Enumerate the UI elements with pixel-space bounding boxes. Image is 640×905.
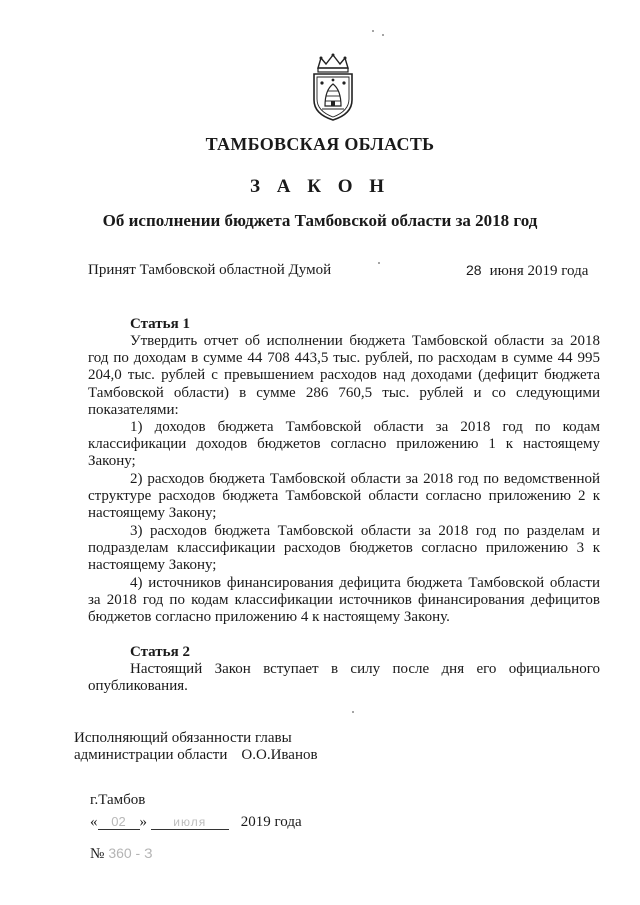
article-1-item-4: 4) источников финансирования дефицита бюджета Тамбовской области за 2018 год по кодам классификации источников финансирования дефицитов бюджетов согласно приложению 4 к настоящему Закону. xyxy=(88,575,600,626)
article-1-intro: Утвердить отчет об исполнении бюджета Тамбовской области за 2018 год по доходам в сумме 44 708 443,5 тыс. рублей, по расходам в сумме 44 995 204,0 тыс. рублей с превышением расходов над доходами (дефицит бюджета Тамбовской области) в сумме 286 760,5 тыс. рублей и со следующими показателями: xyxy=(88,333,600,418)
law-subject-title: Об исполнении бюджета Тамбовской области за 2018 год xyxy=(102,211,538,230)
scan-speck xyxy=(352,711,354,713)
number-sign: № xyxy=(90,846,105,862)
signatory-title-line-2: администрации области О.О.Иванов xyxy=(74,747,318,763)
coat-of-arms-icon xyxy=(306,52,360,122)
signing-date: « 02 » июля 2019 года xyxy=(90,814,302,830)
signing-day-field: 02 xyxy=(98,814,140,830)
adoption-day: 28 xyxy=(466,262,482,278)
adoption-month-year: июня 2019 года xyxy=(489,263,589,279)
adopted-by-text: Принят Тамбовской областной Думой xyxy=(88,262,332,278)
document-type-title: З А К О Н xyxy=(249,176,391,197)
article-1-item-1: 1) доходов бюджета Тамбовской области за 2018 год по кодам классификации доходов бюджетов согласно приложению 1 к настоящему Закону; xyxy=(88,419,600,470)
city-name: г.Тамбов xyxy=(90,792,146,808)
registration-number-value: 360 - З xyxy=(108,845,153,861)
article-1-heading: Статья 1 xyxy=(130,316,190,332)
scan-speck xyxy=(382,34,384,36)
signatory-name: О.О.Иванов xyxy=(241,747,318,763)
registration-number xyxy=(90,845,153,863)
signing-year: 2019 года xyxy=(240,814,302,830)
article-1-item-3: 3) расходов бюджета Тамбовской области за 2018 год по разделам и подразделам классификации расходов бюджетов согласно приложению 3 к настоящему Закону; xyxy=(88,523,600,574)
article-1-item-2: 2) расходов бюджета Тамбовской области за 2018 год по ведомственной структуре расходов бюджета Тамбовской области согласно приложению 2 к настоящему Закону; xyxy=(88,471,600,522)
signature-block xyxy=(74,730,318,764)
scan-speck xyxy=(378,262,380,264)
article-2-heading: Статья 2 xyxy=(130,644,190,660)
signing-month-field: июля xyxy=(151,815,229,830)
scan-speck xyxy=(372,30,374,32)
signatory-title-line-1: Исполняющий обязанности главы xyxy=(74,730,292,746)
adoption-date xyxy=(466,262,588,280)
article-2-text: Настоящий Закон вступает в силу после дня его официального опубликования. xyxy=(88,661,600,695)
region-title: ТАМБОВСКАЯ ОБЛАСТЬ xyxy=(205,134,435,154)
